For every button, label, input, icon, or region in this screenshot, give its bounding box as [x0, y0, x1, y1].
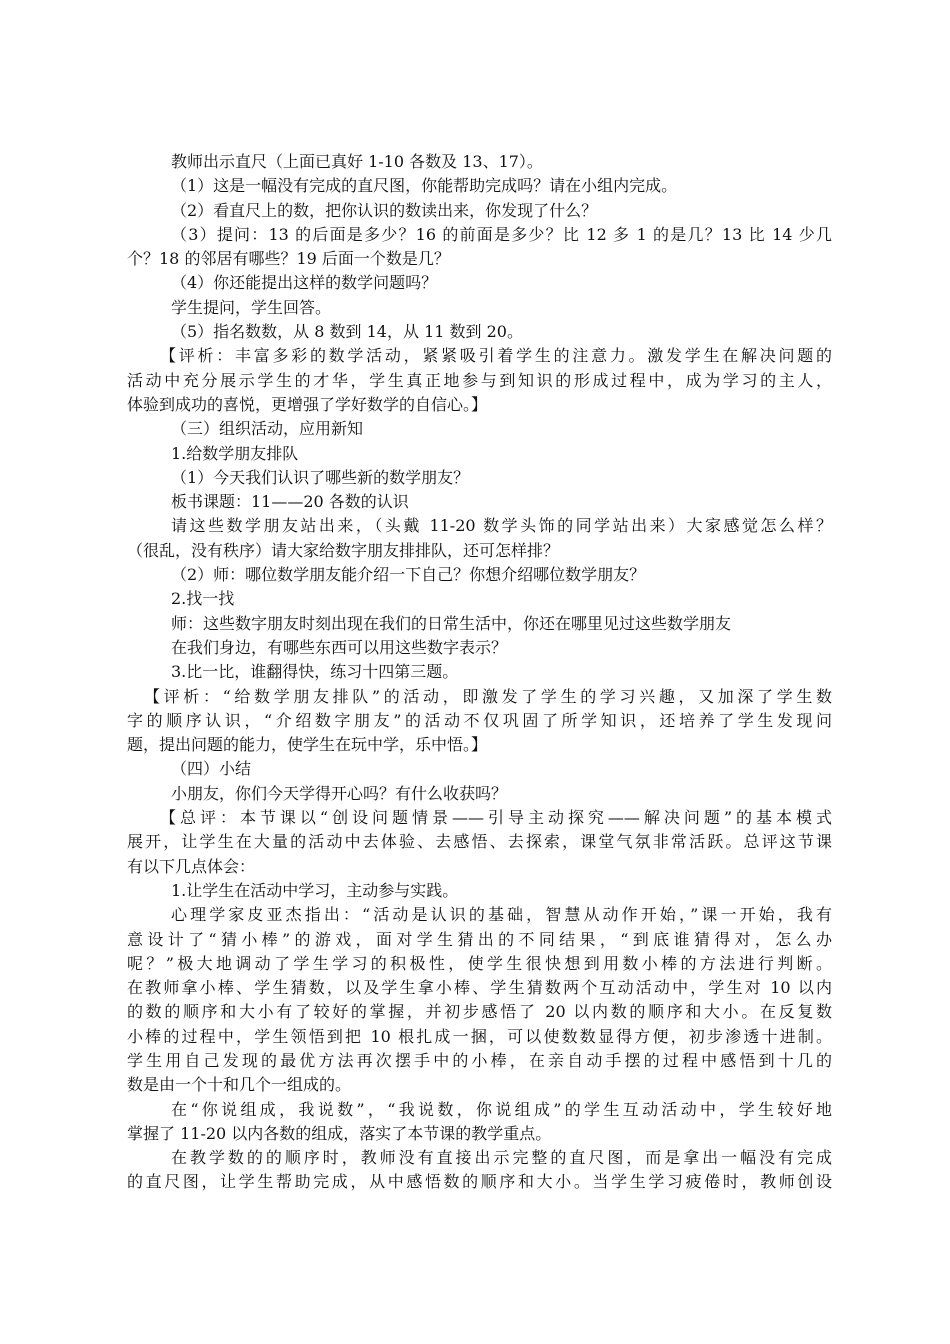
text-line: （3）提问：13 的后面是多少？16 的前面是多少？比 12 多 1 的是几？13 比 14 少几 [171, 224, 832, 244]
text-line: 活动中充分展示学生的才华，学生真正地参与到知识的形成过程中，成为学习的主人， [127, 370, 832, 390]
paragraph [127, 223, 832, 272]
paragraph [127, 514, 832, 563]
paragraph [127, 442, 832, 466]
text-line: 师：这些数字朋友时刻出现在我们的日常生活中，你还在哪里见过这些数学朋友 [171, 613, 732, 633]
text-line: （2）看直尺上的数，把你认识的数读出来，你发现了什么？ [171, 200, 598, 220]
text-line: 1.让学生在活动中学习，主动参与实践。 [171, 880, 459, 900]
text-line: （1）今天我们认识了哪些新的数学朋友？ [171, 467, 470, 487]
paragraph [127, 757, 832, 781]
text-line: 1.给数学朋友排队 [171, 443, 299, 463]
document-page [127, 150, 832, 1195]
text-line: 呢？”极大地调动了学生学习的积极性，使学生很快想到用数小棒的方法进行判断。 [127, 953, 832, 973]
paragraph [127, 466, 832, 490]
text-line: 个？18 的邻居有哪些？19 后面一个数是几？ [127, 249, 450, 269]
paragraph [127, 636, 832, 660]
paragraph [127, 199, 832, 223]
paragraph [127, 879, 832, 903]
paragraph [127, 612, 832, 636]
text-line: 的直尺图，让学生帮助完成，从中感悟数的顺序和大小。当学生学习疲倦时，教师创设 [127, 1172, 832, 1192]
text-line: 体验到成功的喜悦，更增强了学好数学的自信心。】 [127, 394, 488, 414]
paragraph [127, 587, 832, 611]
text-line: 展开，让学生在大量的活动中去体验、去感悟、去探索，课堂气氛非常活跃。总评这节课 [127, 832, 832, 852]
text-line: 字的顺序认识，“介绍数字朋友”的活动不仅巩固了所学知识，还培养了学生发现问 [127, 710, 832, 730]
text-line: 掌握了 11-20 以内各数的组成，落实了本节课的教学重点。 [127, 1123, 552, 1143]
text-line: 小朋友，你们今天学得开心吗？有什么收获吗？ [171, 783, 508, 803]
text-line: 请这些数学朋友站出来，（头戴 11-20 数学头饰的同学站出来）大家感觉怎么样？ [171, 516, 832, 536]
paragraph [127, 271, 832, 295]
paragraph [127, 685, 832, 758]
text-line: 小棒的过程中，学生领悟到把 10 根扎成一捆，可以使数数显得方便，初步渗透十进制。 [127, 1026, 832, 1046]
paragraph [127, 806, 832, 879]
text-line: 3.比一比，谁翻得快，练习十四第三题。 [171, 662, 459, 682]
paragraph [127, 1098, 832, 1147]
text-line: 板书课题：11——20 各数的认识 [171, 492, 409, 512]
text-line: 2.找一找 [171, 589, 235, 609]
paragraph [127, 490, 832, 514]
text-line: 学生提问，学生回答。 [171, 297, 332, 317]
text-line: 在教学数的的顺序时，教师没有直接出示完整的直尺图，而是拿出一幅没有完成 [171, 1148, 832, 1168]
text-line: 教师出示直尺（上面已真好 1-10 各数及 13、17）。 [171, 152, 543, 171]
text-line: 的数的顺序和大小有了较好的掌握，并初步感悟了 20 以内数的顺序和大小。在反复数 [127, 1002, 832, 1022]
paragraph [127, 1146, 832, 1195]
text-line: 数是由一个十和几个一组成的。 [127, 1075, 352, 1095]
text-line: 心理学家皮亚杰指出：“活动是认识的基础，智慧从动作开始，”课一开始，我有 [171, 905, 832, 925]
document-body [127, 150, 832, 1195]
paragraph [127, 417, 832, 441]
paragraph [127, 782, 832, 806]
text-line: （1）这是一幅没有完成的直尺图，你能帮助完成吗？请在小组内完成。 [171, 176, 678, 196]
text-line: 题，提出问题的能力，使学生在玩中学，乐中悟。】 [127, 735, 488, 755]
text-line: 【评析：丰富多彩的数学活动，紧紧吸引着学生的注意力。激发学生在解决问题的 [160, 346, 832, 366]
text-line: 学生用自己发现的最优方法再次摆手中的小棒，在亲自动手摆的过程中感悟到十几的 [127, 1050, 832, 1070]
paragraph [127, 174, 832, 198]
text-line: 在“你说组成，我说数”，“我说数，你说组成”的学生互动活动中，学生较好地 [171, 1099, 832, 1119]
paragraph [127, 660, 832, 684]
text-line: 有以下几点体会： [127, 856, 256, 876]
text-line: （5）指名数数，从 8 数到 14，从 11 数到 20。 [171, 322, 523, 342]
paragraph [127, 344, 832, 417]
paragraph [127, 903, 832, 1097]
text-line: （很乱，没有秩序）请大家给数字朋友排排队，还可怎样排？ [127, 540, 560, 560]
text-line: 【评析：“给数学朋友排队”的活动，即激发了学生的学习兴趣，又加深了学生数 [144, 686, 832, 706]
text-line: （四）小结 [171, 759, 252, 779]
paragraph [127, 296, 832, 320]
text-line: 在教师拿小棒、学生猜数，以及学生拿小棒、学生猜数两个互动活动中，学生对 10 以内 [127, 978, 832, 998]
text-line: （4）你还能提出这样的数学问题吗？ [171, 273, 438, 293]
paragraph [127, 150, 832, 174]
paragraph [127, 563, 832, 587]
text-line: （2）师：哪位数学朋友能介绍一下自己？你想介绍哪位数学朋友？ [171, 565, 646, 585]
text-line: 在我们身边，有哪些东西可以用这些数字表示？ [171, 637, 508, 657]
text-line: 【总评：本节课以“创设问题情景——引导主动探究——解决问题”的基本模式 [160, 808, 832, 828]
paragraph [127, 320, 832, 344]
text-line: 意设计了“猜小棒”的游戏，面对学生猜出的不同结果，“到底谁猜得对，怎么办 [127, 929, 832, 949]
text-line: （三）组织活动，应用新知 [171, 419, 364, 439]
